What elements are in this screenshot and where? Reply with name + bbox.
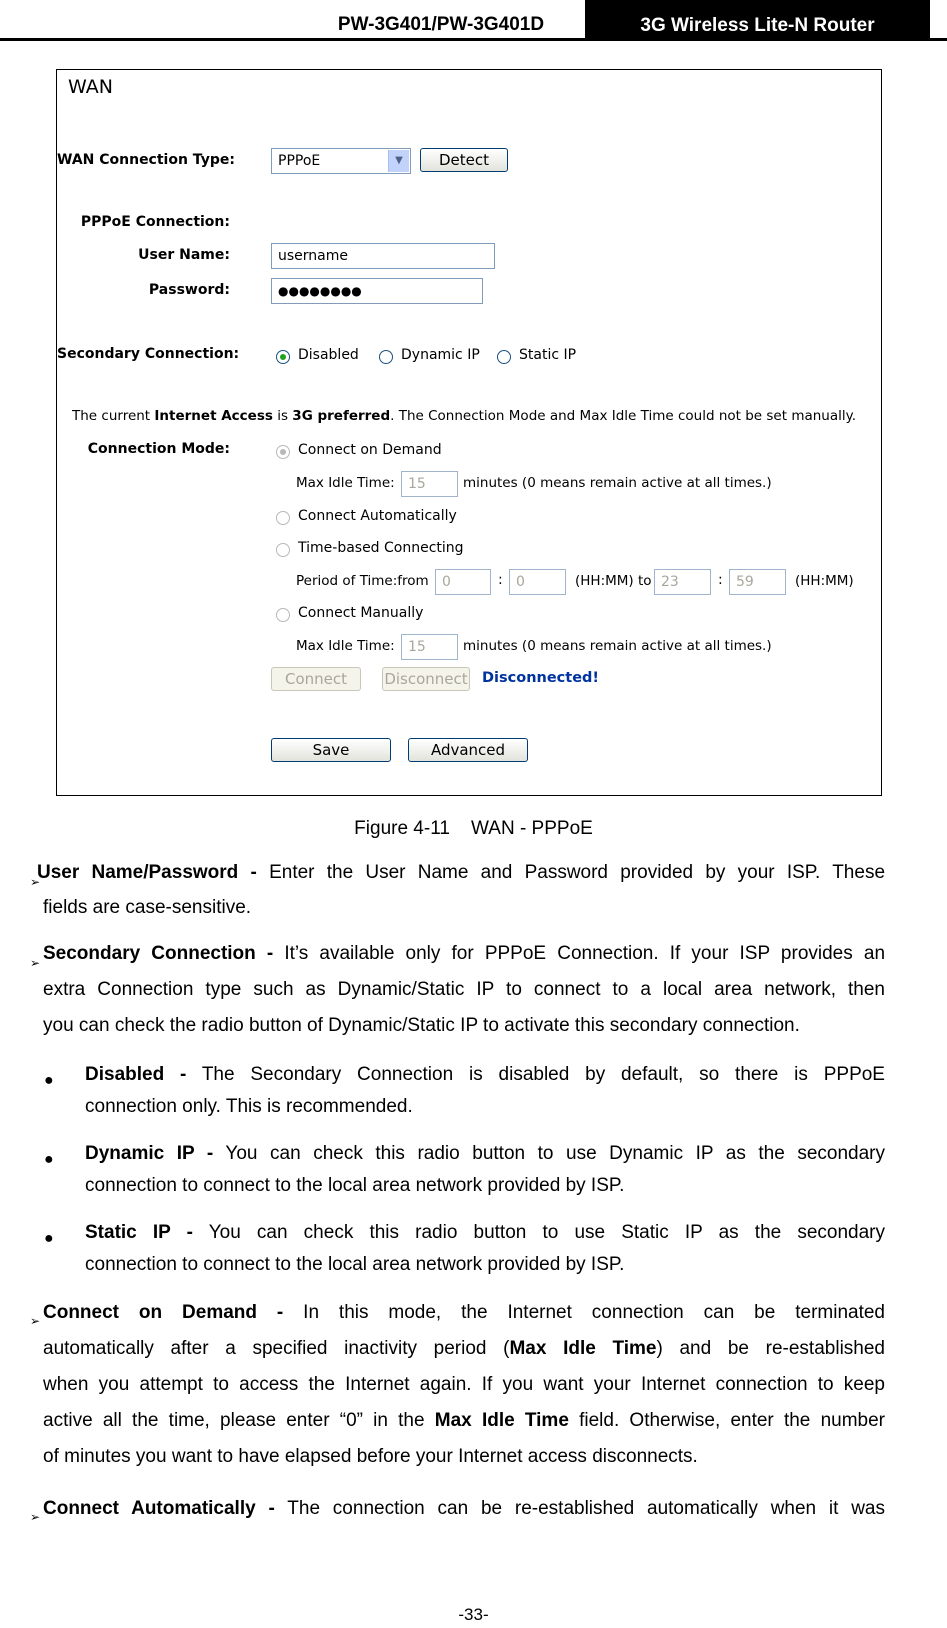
running-header xyxy=(0,0,947,42)
mode-auto-radio[interactable] xyxy=(276,511,290,525)
figure-caption: Figure 4-11 WAN - PPPoE xyxy=(354,818,593,839)
period-to-label: (HH:MM) to xyxy=(575,573,652,589)
max-idle-hint-1: minutes (0 means remain active at all times.) xyxy=(463,475,772,491)
para-auto-line1: Connect Automatically - The connection can be re-established automatically when it was xyxy=(43,1498,886,1519)
save-button[interactable]: Save xyxy=(271,738,391,762)
pppoe-section-label: PPPoE Connection: xyxy=(80,214,230,230)
mode-manual-label: Connect Manually xyxy=(298,605,424,621)
username-label: User Name: xyxy=(138,247,230,263)
para-username-line2: fields are case-sensitive. xyxy=(43,897,252,918)
chevron-down-icon: ▼ xyxy=(388,150,409,172)
disconnect-button[interactable]: Disconnect xyxy=(382,667,470,691)
period-to-minute-input[interactable]: 59 xyxy=(729,569,786,595)
secondary-label: Secondary Connection: xyxy=(57,346,240,362)
mode-manual-radio[interactable] xyxy=(276,608,290,622)
mode-auto-label: Connect Automatically xyxy=(298,508,457,524)
secondary-static-radio[interactable] xyxy=(497,350,511,364)
item-dynamic-line2: connection to connect to the local area network provided by ISP. xyxy=(85,1175,625,1196)
mode-on-demand-radio[interactable] xyxy=(276,445,290,459)
secondary-dynamic-radio[interactable] xyxy=(379,350,393,364)
connect-button[interactable]: Connect xyxy=(271,667,361,691)
period-to-hour-input[interactable]: 23 xyxy=(654,569,711,595)
max-idle-label-2: Max Idle Time: xyxy=(296,638,395,654)
period-from-hour-input[interactable]: 0 xyxy=(435,569,491,595)
period-from-minute-input[interactable]: 0 xyxy=(509,569,566,595)
mode-time-radio[interactable] xyxy=(276,543,290,557)
mode-time-label: Time-based Connecting xyxy=(298,540,464,556)
detect-button[interactable]: Detect xyxy=(420,148,508,172)
arrow-bullet-icon: ➢ xyxy=(30,956,41,970)
period-colon-1: : xyxy=(498,572,503,588)
wan-settings-screenshot xyxy=(56,69,882,796)
period-colon-2: : xyxy=(718,572,723,588)
period-unit: (HH:MM) xyxy=(795,573,854,589)
max-idle-hint-2: minutes (0 means remain active at all times.) xyxy=(463,638,772,654)
mode-on-demand-label: Connect on Demand xyxy=(298,442,442,458)
wan-type-select[interactable] xyxy=(271,148,411,174)
mode-label: Connection Mode: xyxy=(87,441,230,457)
header-rule xyxy=(0,38,947,41)
secondary-disabled-label: Disabled xyxy=(298,347,359,363)
panel-title: WAN xyxy=(68,76,113,98)
para-on-demand-line1: Connect on Demand - In this mode, the Internet connection can be terminated xyxy=(43,1302,885,1323)
para-on-demand-line4: active all the time, please enter “0” in the Max Idle Time field. Otherwise, enter the number xyxy=(43,1410,885,1431)
wan-type-label: WAN Connection Type: xyxy=(57,152,235,168)
dot-bullet-icon: ● xyxy=(44,1151,54,1168)
password-input[interactable]: ●●●●●●●● xyxy=(271,278,483,304)
max-idle-input-2[interactable]: 15 xyxy=(401,634,458,660)
wan-type-value: PPPoE xyxy=(278,153,321,169)
period-label: Period of Time:from xyxy=(296,573,429,589)
item-static-line1: Static IP - You can check this radio button to use Static IP as the secondary xyxy=(85,1222,886,1243)
para-on-demand-line5: of minutes you want to have elapsed before your Internet access disconnects. xyxy=(43,1446,698,1467)
para-username-line1: User Name/Password - Enter the User Name and Password provided by your ISP. These xyxy=(37,862,886,883)
para-on-demand-line3: when you attempt to access the Internet again. If you want your Internet connection to keep xyxy=(43,1374,885,1395)
model-name: PW-3G401/PW-3G401D xyxy=(337,14,545,35)
product-name: 3G Wireless Lite-N Router xyxy=(585,0,930,40)
para-secondary-line1: Secondary Connection - It’s available only for PPPoE Connection. If your ISP provides an xyxy=(43,943,886,964)
page-number: -33- xyxy=(458,1605,489,1624)
password-label: Password: xyxy=(148,282,230,298)
secondary-dynamic-label: Dynamic IP xyxy=(401,347,480,363)
para-on-demand-line2: automatically after a specified inactivity period (Max Idle Time) and be re-established xyxy=(43,1338,885,1359)
item-disabled-line2: connection only. This is recommended. xyxy=(85,1096,413,1117)
item-dynamic-line1: Dynamic IP - You can check this radio button to use Dynamic IP as the secondary xyxy=(85,1143,885,1164)
item-static-line2: connection to connect to the local area network provided by ISP. xyxy=(85,1254,625,1275)
secondary-disabled-radio[interactable] xyxy=(276,350,290,364)
notice-text: The current Internet Access is 3G preferred. The Connection Mode and Max Idle Time could not be set manually. xyxy=(72,408,856,424)
item-disabled-line1: Disabled - The Secondary Connection is disabled by default, so there is PPPoE xyxy=(85,1064,885,1085)
username-input[interactable]: username xyxy=(271,243,495,269)
dot-bullet-icon: ● xyxy=(44,1072,54,1089)
connection-status: Disconnected! xyxy=(482,670,600,686)
para-secondary-line2: extra Connection type such as Dynamic/Static IP to connect to a local area network, then xyxy=(43,979,885,1000)
para-secondary-line3: you can check the radio button of Dynamic/Static IP to activate this secondary connection. xyxy=(43,1015,800,1036)
arrow-bullet-icon: ➢ xyxy=(30,1314,41,1328)
max-idle-input-1[interactable]: 15 xyxy=(401,471,458,497)
max-idle-label-1: Max Idle Time: xyxy=(296,475,395,491)
arrow-bullet-icon: ➢ xyxy=(30,1510,41,1524)
arrow-bullet-icon: ➢ xyxy=(30,875,41,889)
advanced-button[interactable]: Advanced xyxy=(408,738,528,762)
dot-bullet-icon: ● xyxy=(44,1230,54,1247)
secondary-static-label: Static IP xyxy=(519,347,577,363)
